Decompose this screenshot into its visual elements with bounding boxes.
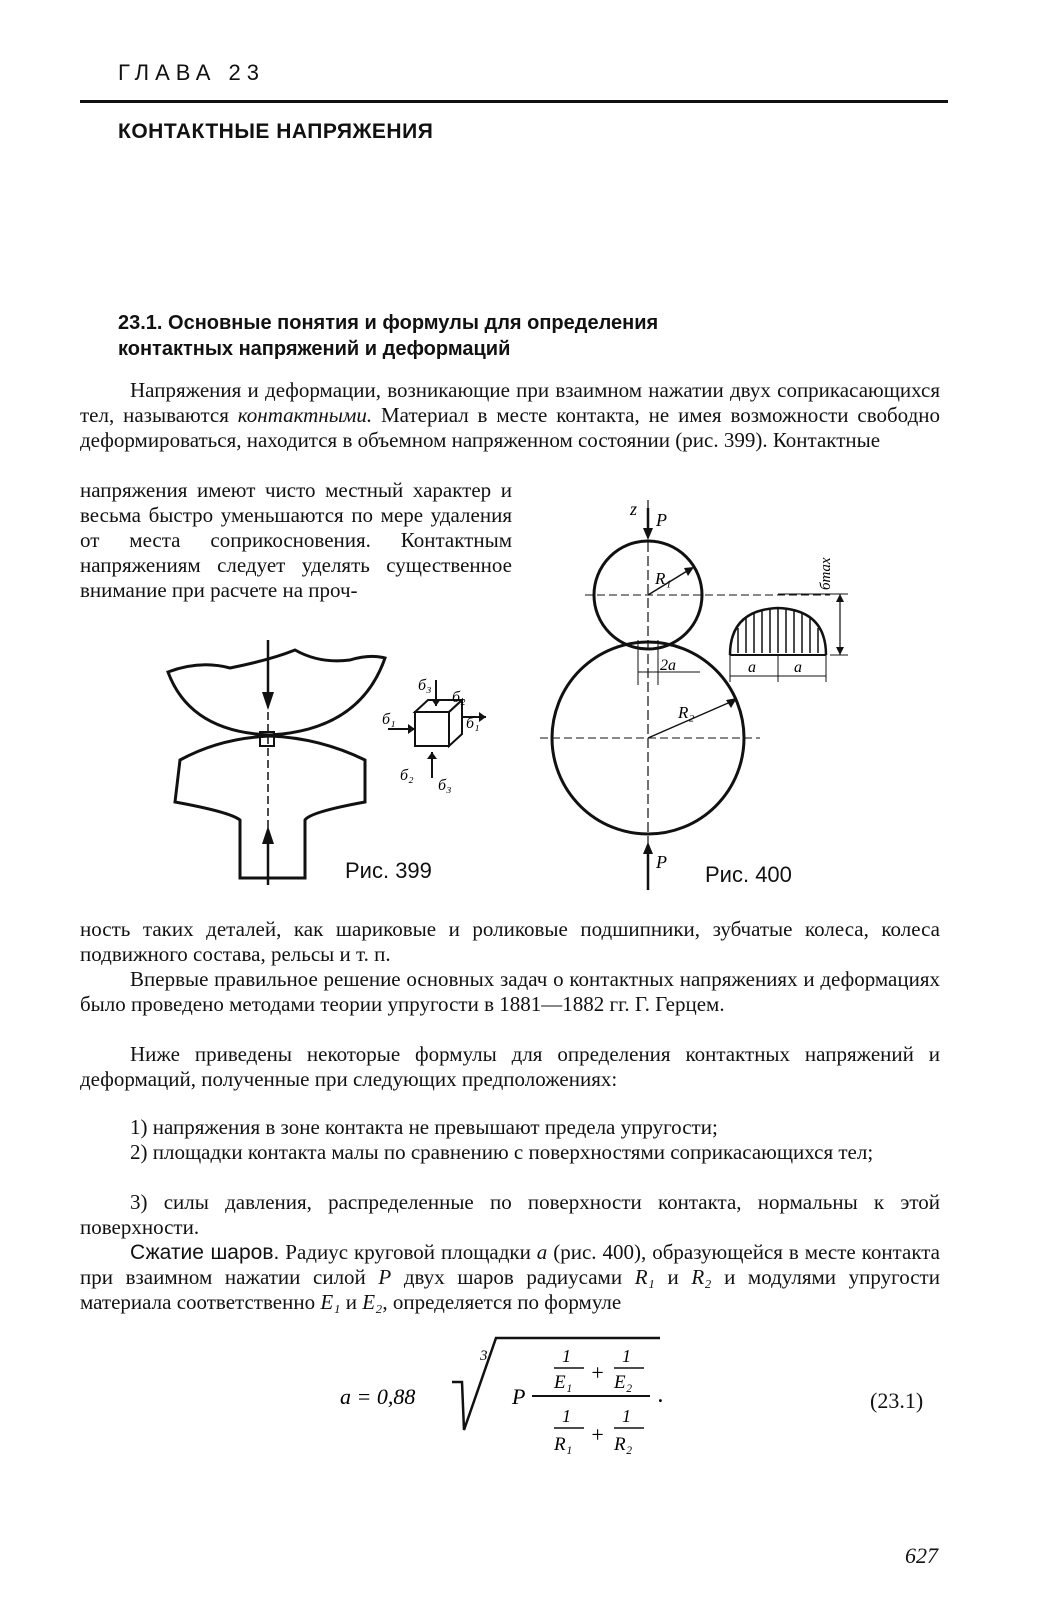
z-axis-label: z [630, 499, 638, 519]
formula-num-1a: 1 [562, 1346, 571, 1366]
p5-text-f: и [340, 1290, 363, 1314]
p1-text-a: Напряжения и деформации, возникающие при взаимном нажатии двух соприкасающихся тел, называются [80, 378, 940, 427]
formula-den-1b: 1 [622, 1406, 631, 1426]
p5-text-a: Радиус круговой площадки [279, 1240, 537, 1264]
radius2-label: R₂ [678, 703, 695, 722]
sigma2-top-label: б₂ [452, 689, 466, 706]
run-in-heading: Сжатие шаров. [130, 1241, 280, 1264]
figure-399-caption: Рис. 399 [345, 858, 432, 883]
paragraph-balls [80, 1240, 940, 1315]
sigma1-right-label: б₁ [466, 715, 480, 732]
half-width-label-right: a [794, 659, 802, 676]
chapter-label: ГЛАВА 23 [118, 60, 265, 85]
p5-text-d: и [654, 1265, 692, 1289]
p5-text-e: и модулями упругости материала соответственно [80, 1265, 940, 1314]
formula-num-1b: 1 [622, 1346, 631, 1366]
section-title-line1: 23.1. Основные понятия и формулы для определения [118, 312, 659, 334]
symbol-a: a [536, 1240, 548, 1264]
symbol-R1: R₁ [634, 1265, 655, 1289]
formula-root-index: 3 [480, 1348, 488, 1364]
figure-399 [160, 630, 500, 890]
max-stress-label: бmax [818, 557, 834, 590]
formula-lhs: a = 0,88 [340, 1384, 416, 1409]
paragraph-1-wrap: напряжения имеют чисто местный характер и весьма быстро уменьшаются по мере удаления от места соприкосновения. Контактным напряжениям следует уделять существенное внимание при расчете на проч- [80, 478, 512, 602]
formula-plus-top: + [590, 1360, 605, 1385]
formula-R1: R₁ [554, 1434, 573, 1455]
chapter-title: КОНТАКТНЫЕ НАПРЯЖЕНИЯ [118, 120, 434, 143]
p5-text-c: двух шаров радиусами [391, 1265, 635, 1289]
symbol-R2: R₂ [691, 1265, 712, 1289]
symbol-E2: E₂ [362, 1290, 383, 1314]
sigma3-bottom-label: б₃ [438, 777, 452, 794]
list-item-3: 3) силы давления, распределенные по поверхности контакта, нормальны к этой поверхности. [80, 1190, 940, 1239]
formula-E1: E₁ [554, 1372, 573, 1393]
sigma2-bottom-label: б₂ [400, 767, 414, 784]
half-width-label-left: a [748, 659, 756, 676]
radius1-label: R₁ [655, 569, 672, 588]
symbol-P: P [378, 1265, 392, 1289]
paragraph-2: ность таких деталей, как шариковые и роликовые подшипники, зубчатые колеса, колеса подвижного состава, рельсы и т. п. [80, 917, 940, 966]
header-rule [80, 100, 948, 103]
list-item-1: 1) напряжения в зоне контакта не превышают предела упругости; [130, 1115, 718, 1139]
equation-number: (23.1) [870, 1388, 924, 1413]
sigma1-left-label: б₁ [382, 711, 396, 728]
formula-P: P [512, 1384, 526, 1409]
formula-dot: . [658, 1382, 664, 1408]
p5-text-g: , определяется по формуле [382, 1290, 622, 1314]
section-title [118, 310, 938, 362]
list-item-2: 2) площадки контакта малы по сравнению с поверхностями соприкасающихся тел; [130, 1140, 874, 1164]
paragraph-4: Ниже приведены некоторые формулы для определения контактных напряжений и деформаций, полученные при следующих предположениях: [80, 1042, 940, 1091]
figure-400 [530, 490, 870, 900]
paragraph-3: Впервые правильное решение основных задач о контактных напряжениях и деформациях было проведено методами теории упругости в 1881—1882 гг. Г. Герцем. [80, 967, 940, 1016]
force-top-label: P [656, 510, 667, 530]
figure-400-caption: Рис. 400 [705, 862, 792, 887]
formula-plus-bottom: + [590, 1422, 605, 1447]
page-number: 627 [905, 1543, 938, 1568]
formula-den-1a: 1 [562, 1406, 571, 1426]
term-contact: контактными. [237, 403, 373, 427]
force-bottom-label: P [656, 852, 667, 872]
formula-R2: R₂ [614, 1434, 633, 1455]
p1-text-b: Материал в месте контакта, не имея возможности свободно деформироваться, находится в объемном напряженном состоянии (рис. 399). Контактные [80, 403, 940, 452]
formula-23-1 [340, 1330, 680, 1470]
section-title-line2: контактных напряжений и деформаций [118, 338, 511, 360]
paragraph-1 [80, 378, 940, 453]
contact-width-label: 2a [660, 657, 676, 674]
symbol-E1: E₁ [320, 1290, 341, 1314]
p5-text-b: (рис. 400), образующейся в месте контакта при взаимном нажатии силой [80, 1240, 940, 1289]
sigma3-top-label: б₃ [418, 677, 432, 694]
formula-E2: E₂ [614, 1372, 633, 1393]
